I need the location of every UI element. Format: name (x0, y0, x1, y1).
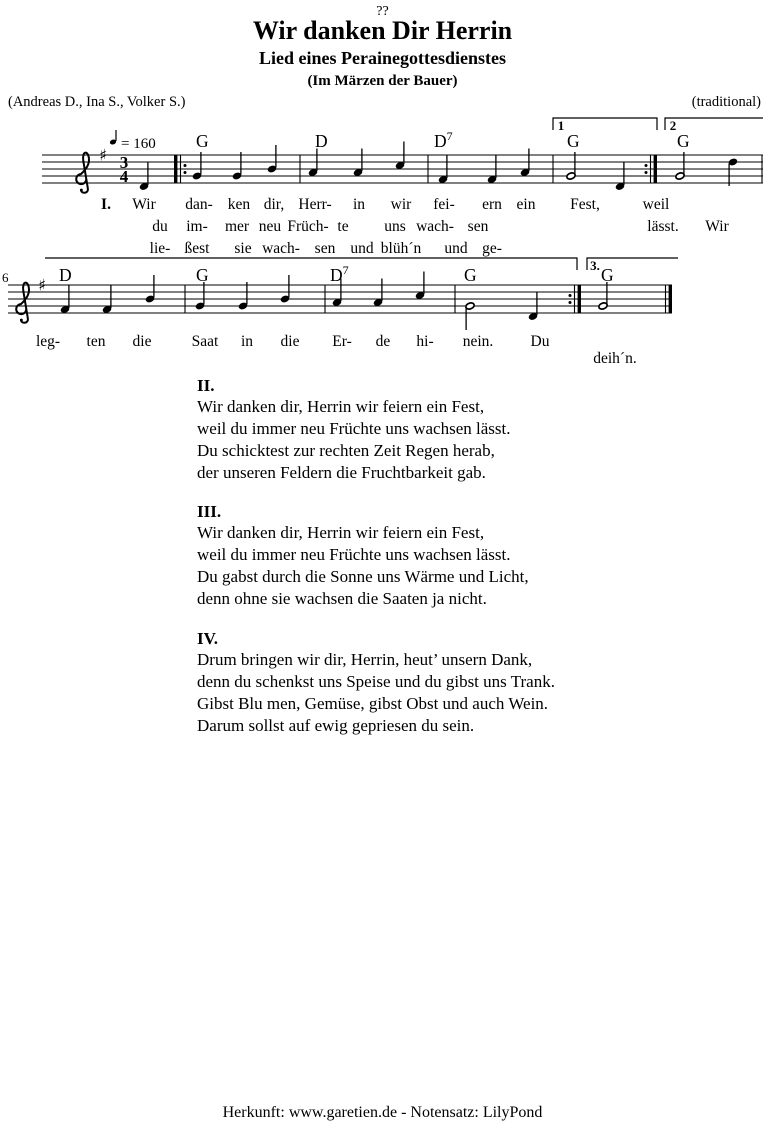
verse-block (197, 501, 529, 610)
repeat-dot (184, 164, 187, 167)
quarter-note (728, 157, 738, 186)
half-note (566, 152, 576, 180)
quarter-note (145, 275, 155, 304)
page-subtitle: Lied eines Perainegottesdienstes (259, 48, 506, 68)
time-signature-denominator: 4 (119, 167, 129, 186)
lyric-syllable: Wir (705, 218, 729, 235)
lyric-syllable: uns (384, 218, 406, 235)
repeat-dot (569, 301, 572, 304)
chord-superscript: 7 (446, 129, 453, 143)
verse-line: Drum bringen wir dir, Herrin, heut’ unsern Dank, (197, 650, 533, 669)
sharp-icon: ♯ (38, 275, 46, 295)
half-note (465, 302, 475, 330)
quarter-note (60, 286, 70, 315)
lyric-syllable: I. (101, 196, 111, 213)
score-svg (0, 0, 765, 380)
chord-symbol: D (59, 265, 72, 285)
quarter-note (232, 152, 242, 181)
chord-symbol: G (196, 131, 209, 151)
lyric-syllable: mer (224, 218, 250, 235)
lyric-syllable: wach- (416, 218, 454, 235)
lyric-syllable: deih´n. (593, 350, 637, 367)
lyric-syllable: im- (186, 218, 208, 235)
clef-dot (80, 189, 83, 192)
quarter-note (308, 149, 318, 178)
volta-bracket (553, 118, 657, 130)
lyric-syllable: hi- (416, 333, 434, 350)
page-title: Wir danken Dir Herrin (252, 16, 513, 45)
quarter-note (267, 145, 277, 174)
lyric-syllable: die (132, 333, 152, 350)
verse-line: Wir danken dir, Herrin wir feiern ein Fest, (197, 523, 485, 542)
header-marks: ?? (376, 4, 389, 19)
half-note (675, 152, 685, 180)
repeat-dot (645, 164, 648, 167)
verse-block (197, 375, 511, 484)
lyric-syllable: neu (258, 218, 282, 235)
lyric-syllable: Früch- (287, 218, 329, 235)
tempo-mark (109, 130, 156, 152)
time-signature-numerator: 3 (119, 153, 129, 172)
verse-number: III. (197, 502, 222, 521)
treble-clef-path (76, 153, 89, 193)
lyric-syllable: te (337, 218, 349, 235)
lyric-syllable: ern (482, 196, 502, 213)
chord-symbol: $D^7$ (330, 263, 349, 285)
lyric-syllable: fei- (433, 196, 455, 213)
tempo-text: = 160 (121, 136, 156, 152)
credit-composer: (Andreas D., Ina S., Volker S.) (8, 94, 186, 110)
verse-block (197, 628, 555, 737)
quarter-note (373, 279, 383, 308)
verse-number: II. (197, 376, 215, 395)
staff-system (42, 118, 763, 257)
sharp-icon: ♯ (99, 145, 107, 165)
lyric-syllable: in (240, 333, 254, 350)
lyric-syllable: sen (467, 218, 489, 235)
lyric-syllable: lässt. (647, 218, 679, 235)
lyric-syllable: ten (86, 333, 106, 350)
lyric-syllable: Er- (332, 333, 352, 350)
lyric-syllable: ge- (482, 240, 502, 257)
volta-number: 1 (557, 118, 565, 133)
lyric-syllable: weil (642, 196, 670, 213)
quarter-note (238, 282, 248, 311)
verse-line: denn du schenkst uns Speise und du gibst uns Trank. (197, 672, 555, 691)
lyric-syllable: dir, (263, 196, 285, 213)
barline-thick (654, 155, 657, 183)
lyric-syllable: sen (314, 240, 336, 257)
repeat-dot (569, 294, 572, 297)
verse-line: Du gabst durch die Sonne uns Wärme und Licht, (197, 567, 529, 586)
footer-text: Herkunft: www.garetien.de - Notensatz: LilyPond (222, 1104, 543, 1121)
lyric-syllable: nein. (462, 333, 494, 350)
quarter-note (615, 163, 625, 192)
lyric-syllable: lie- (149, 240, 171, 257)
volta-number: 2 (669, 118, 677, 133)
verse-line: Du schicktest zur rechten Zeit Regen herab, (197, 441, 495, 460)
lyric-syllable: Wir (132, 196, 156, 213)
lyric-syllable: wach- (262, 240, 300, 257)
lyric-syllable: in (352, 196, 366, 213)
quarter-note (192, 152, 202, 181)
lyric-syllable: ßest (184, 240, 210, 257)
repeat-dot (184, 171, 187, 174)
lyric-syllable: de (375, 333, 391, 350)
verse-line: Wir danken dir, Herrin wir feiern ein Fest, (197, 397, 485, 416)
lyric-syllable: ken (227, 196, 251, 213)
barline-thick (578, 285, 581, 313)
chord-superscript: 7 (342, 263, 349, 277)
verse-number: IV. (197, 629, 218, 648)
credit-tradition: (traditional) (691, 94, 761, 110)
verse-line: weil du immer neu Früchte uns wachsen lässt. (197, 419, 511, 438)
lyric-syllable: Herr- (298, 196, 332, 213)
quarter-note (139, 163, 149, 192)
lyric-syllable: wir (390, 196, 412, 213)
quarter-note (528, 293, 538, 322)
lyric-syllable: und (350, 240, 374, 257)
page-subsubtitle: (Im Märzen der Bauer) (307, 73, 458, 89)
chord-symbol: G (601, 265, 614, 285)
quarter-note (195, 282, 205, 311)
chord-symbol: D (315, 131, 328, 151)
lyric-syllable: Fest, (570, 196, 600, 213)
quarter-note (102, 286, 112, 315)
chord-symbol: $D^7$ (434, 129, 453, 151)
quarter-note (438, 156, 448, 185)
verse-line: Gibst Blu men, Gemüse, gibst Obst und auch Wein. (197, 694, 549, 713)
clef-dot (20, 319, 23, 322)
lyric-syllable: Saat (191, 333, 219, 350)
quarter-note (280, 275, 290, 304)
chord-symbol: G (567, 131, 580, 151)
verse-line: denn ohne sie wachsen die Saaten ja nicht. (197, 589, 487, 608)
barline-thick (669, 285, 672, 313)
volta-bracket (665, 118, 763, 130)
lyric-syllable: die (280, 333, 300, 350)
lyric-syllable: Du (530, 333, 550, 350)
volta-number: 3. (590, 258, 600, 273)
lyric-syllable: sie (234, 240, 252, 257)
lyric-syllable: leg- (35, 333, 61, 350)
chord-symbol: G (464, 265, 477, 285)
repeat-dot (645, 171, 648, 174)
chord-symbol: G (677, 131, 690, 151)
lyric-syllable: blüh´n (380, 240, 422, 257)
treble-clef-path (16, 283, 29, 323)
lyric-syllable: du (152, 218, 168, 235)
treble-clef-icon (76, 153, 89, 193)
verse-line: weil du immer neu Früchte uns wachsen lässt. (197, 545, 511, 564)
staff-system (2, 258, 678, 367)
verse-line: Darum sollst auf ewig gepriesen du sein. (197, 716, 475, 735)
quarter-note (520, 149, 530, 178)
half-note (598, 282, 608, 310)
quarter-note (353, 149, 363, 178)
quarter-note (415, 272, 425, 301)
treble-clef-icon (16, 283, 29, 323)
verse-line: der unseren Feldern die Fruchtbarkeit gab. (197, 463, 486, 482)
chord-symbol: G (196, 265, 209, 285)
lyric-syllable: und (444, 240, 468, 257)
lyric-syllable: dan- (185, 196, 213, 213)
volta-bracket (45, 258, 577, 270)
barline-thick (174, 155, 177, 183)
quarter-note (395, 142, 405, 171)
lyric-syllable: ein (516, 196, 536, 213)
measure-number: 6 (2, 270, 9, 285)
quarter-note (487, 156, 497, 185)
